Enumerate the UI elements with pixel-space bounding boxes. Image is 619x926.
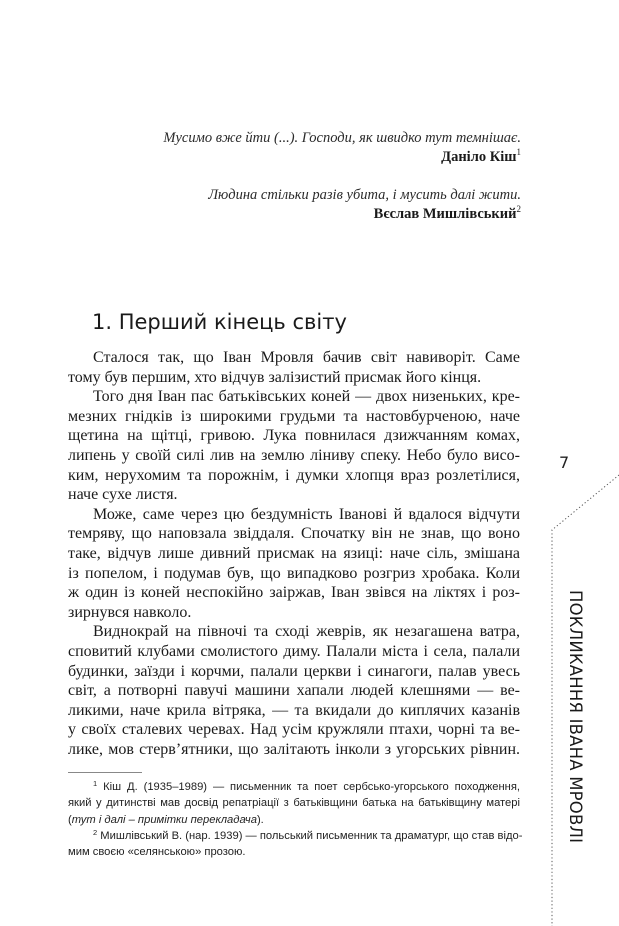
body-line: наче сухе листя. bbox=[68, 486, 178, 504]
body-line: мезних гнідків із широкими грудьми та настовбурченою, наче bbox=[68, 407, 520, 425]
body-line: липень у своїй силі лив на землю ліниву спеку. Небо було висо- bbox=[68, 446, 520, 464]
footnote-number: 2 bbox=[93, 827, 98, 837]
body-line: Того дня Іван пас батьківських коней — двох низеньких, кре- bbox=[93, 388, 520, 406]
body-text bbox=[68, 348, 520, 759]
footnotes bbox=[68, 779, 523, 860]
epigraph-author: Даніло Кіш$^1$ bbox=[441, 147, 521, 165]
footnote-rule bbox=[68, 772, 142, 773]
footnote-line: мим своєю «селянською» прозою. bbox=[68, 846, 246, 859]
footnote-line: який у дитинстві мав досвід репатріації з батьківщини батька на батьківщину матері bbox=[68, 797, 520, 810]
body-line: сповитий клубами смолистого диму. Палали міста і села, палали bbox=[68, 642, 520, 660]
body-line: тому був першим, хто відчув залізистий присмак його кінця. bbox=[68, 368, 482, 386]
body-line: будинки, заїзди і корчми, палали церкви і синагоги, палав увесь bbox=[68, 662, 520, 680]
epigraph-quote: Мусимо вже йти (...). Господи, як швидко тут темнішає. bbox=[163, 130, 521, 146]
epigraph-2 bbox=[208, 186, 521, 224]
epigraph-quote: Людина стільки разів убита, і мусить далі жити. bbox=[208, 187, 521, 203]
body-line: Може, саме через цю бездумність Іванові й вдалося відчути bbox=[93, 505, 520, 523]
chapter-title: 1. Перший кінець світу bbox=[92, 310, 347, 334]
body-line: із попелом, і подумав був, що випадково розгриз хробака. Коли bbox=[68, 564, 520, 582]
running-title: ПОКЛИКАННЯ ІВАНА МРОВЛІ bbox=[566, 590, 585, 844]
body-line: ликими, наче крила вітряка, — та вкидали до киплячих казанів bbox=[68, 701, 520, 719]
body-line: темряву, що наповзала звіддаля. Спочатку він не знав, що воно bbox=[68, 525, 520, 543]
body-line: ким, нерухомим та порожнім, і думки хлопця враз розлетілися, bbox=[68, 466, 520, 484]
body-line: щетина на щітці, гривою. Лука повнилася дзижчанням комах, bbox=[68, 427, 520, 445]
body-line: ж один із коней неспокійно заіржав, Іван звівся на ліктях і роз- bbox=[68, 584, 520, 602]
footnote-number: 1 bbox=[93, 779, 98, 788]
footnote-ref: 2 bbox=[516, 204, 521, 214]
footnote-line: (тут і далі – примітки перекладача). bbox=[68, 813, 264, 826]
page-number: 7 bbox=[559, 453, 570, 472]
body-line: у своїх сталевих черевах. Над усім кружляли птахи, чорні та ве- bbox=[68, 721, 520, 739]
body-line: зирнувся навколо. bbox=[68, 603, 192, 621]
footnote-line: $^2$ Мишлівський В. (нар. 1939) — польський письменник та драматург, що став відо- bbox=[93, 827, 523, 842]
epigraph-1 bbox=[163, 129, 521, 167]
epigraph-author: Вєслав Мишлівський$^2$ bbox=[373, 204, 521, 222]
body-line: таке, відчув лише дивний присмак на язиці: наче сіль, змішана bbox=[68, 544, 520, 562]
body-line: Сталося так, що Іван Мровля бачив світ навиворіт. Саме bbox=[93, 349, 520, 366]
footnote-ref: 1 bbox=[516, 147, 521, 157]
body-line: світ, а потворні павучі машини хапали людей клешнями — ве- bbox=[68, 682, 520, 700]
body-line: Виднокрай на півночі та сході жеврів, як незагашена ватра, bbox=[93, 623, 520, 641]
footnote-line: $^1$ Кіш Д. (1935–1989) — письменник та поет сербсько-угорського походження, bbox=[93, 779, 520, 793]
body-line: лике, мов стерв’ятники, що залітають інколи з угорських рівнин. bbox=[68, 740, 520, 758]
